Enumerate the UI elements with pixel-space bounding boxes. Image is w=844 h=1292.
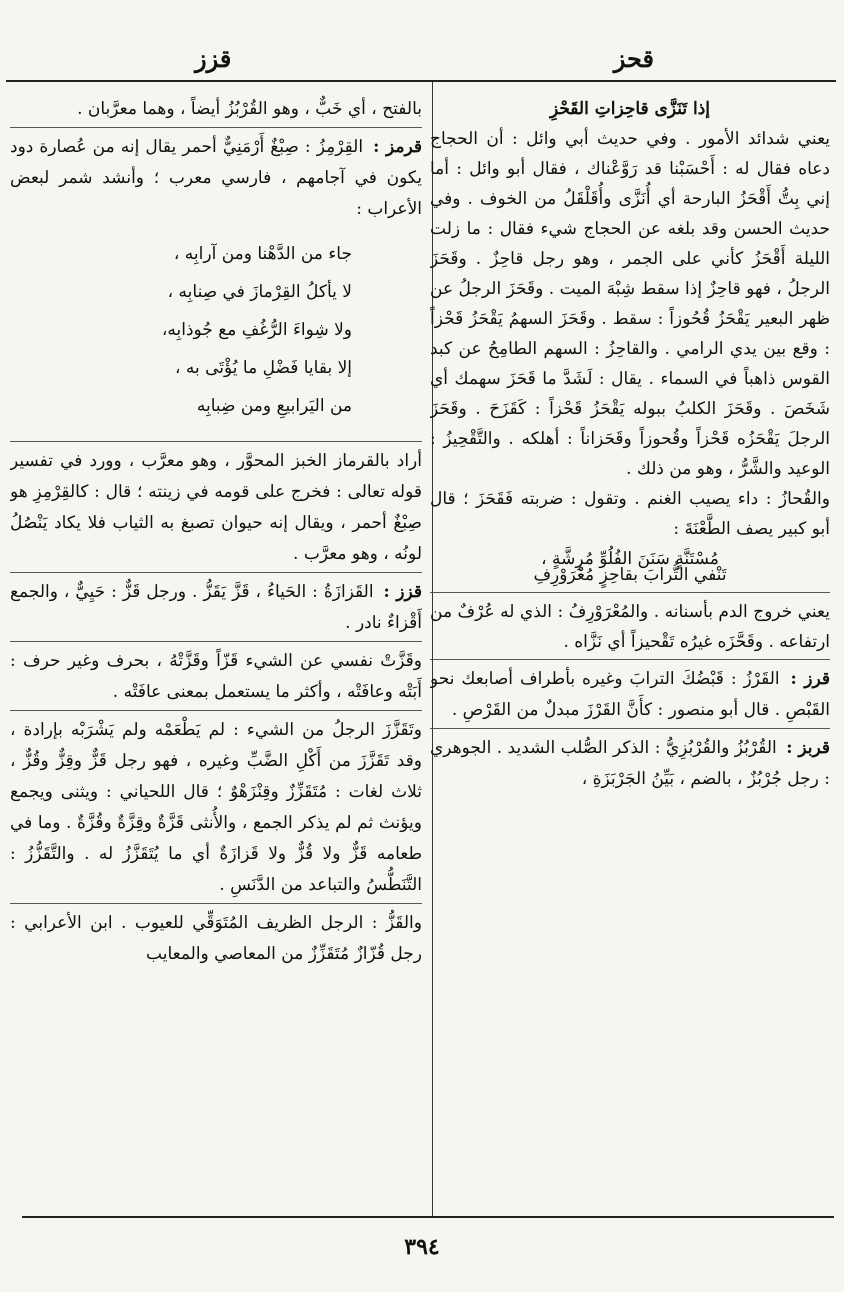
entry-qirmiz — [10, 127, 422, 441]
entry-qarbaz-continued — [10, 90, 422, 127]
right-column — [430, 90, 830, 1212]
entry-text — [10, 577, 422, 639]
entry-text — [430, 733, 830, 795]
verse-line: جاء من الدَّهْنا ومن آرابِه ، — [173, 244, 352, 264]
verse-line: لا يأكلُ القِرْمازَ في صِنابِه ، — [167, 282, 352, 302]
entry-body: القَزازَةُ : الحَياءُ ، قَزَّ يَقَزُّ . ورجل قَزٌّ : حَيِيٌّ ، والجمع أَقْزاءٌ نادر . — [10, 582, 422, 633]
verse-line: ولا شِواءَ الرُّغُفِ مع جُوذابِه، — [161, 320, 352, 340]
paragraph: بالفتح ، أي خَبٌّ ، وهو القُرْبُزُ أيضاً ، وهما معرَّبان . — [77, 99, 422, 119]
entry-qazz-4 — [10, 903, 422, 972]
entry-text — [430, 664, 830, 726]
paragraph: يعني خروج الدم بأسنانه . والمُعْرَوْرِفُ : الذي له عُرْفٌ من ارتفاعه . وقَحَّزَه غيرُه تَقْحيزاً أي نَزَّاه . — [430, 602, 830, 652]
paragraph: وقَزَّتْ نفسي عن الشيء قَزّاً وقَزَّتْهُ ، بحرف وغير حرف : أَبَتْه وعافَتْه ، وأكثر ما يستعمل بمعنى عافَتْه . — [10, 651, 422, 702]
verse-line: مُسْتَنَّةٍ سَنَنَ الفُلُوِّ مُرِشَّةٍ ، — [541, 549, 719, 569]
verse-line: من اليَرابيعِ ومن ضِبابِه — [196, 396, 352, 416]
paragraph: وتَقَزَّزَ الرجلُ من الشيء : لم يَطْعَمْه ولم يَشْرَبْه بإرادة ، وقد تَقَزَّزَ من أَكْلِ الضَّبِّ وغيره ، فهو رجل قَزٌّ وقِزٌّ وقُزٌّ ، ثلاث لغات : مُتَقَزِّزٌ وقِنْزَهْوٌ ؛ قال اللحياني : ويثنى ويجمع ويؤنث ثم لم يذكر الجمع ، والأُنثى قَزَّةٌ وقِزَّةٌ وقُزَّةٌ . وما في طعامه قَزٌّ ولا قُزٌّ ولا قَزازَةٌ أي ما يُتَقَزَّزُ له . والتَّقَزُّزُ : التَّنَطُّسُ والتباعد من الدَّنَسِ . — [10, 720, 422, 895]
entry-body: القِرْمِزُ : صِبْغٌ أَرْمَنِيٌّ أحمر يقال إنه من عُصارة دود يكون في آجامهم ، فارسي معرب ؛ وأنشد شمر لبعض الأعراب : — [10, 137, 422, 219]
headword: قرمز : — [373, 137, 422, 157]
entry-qirmiz-continued — [10, 441, 422, 572]
entry-qazz — [10, 572, 422, 641]
left-column — [10, 90, 422, 1212]
entry-body: القُرْبُزُ والقُرْبُزِيُّ : الذكر الصُّلب الشديد . الجوهري : رجل جُرْبُزٌ ، بالضم ، بَيِّنُ الجَرْبَزَةِ ، — [430, 738, 830, 789]
paragraph: يعني شدائد الأمور . وفي حديث أبي وائل : أن الحجاج دعاه فقال له : أَحْسَبْنا قد رَوَّعْناك ، فقال أبو وائل : أما إني بِتُّ أَقْحَزُ البارحة أي أُنَزَّى وأُقَلْقَلُ من الخوف . وفي حديث الحسن وقد بلغه عن الحجاج شيء فقال : ما زلت الليلة أَقْحَزُ كأني على الجمر ، وهو رجل قاحِزٌ . وقَحَزَ الرجلُ ، فهو قاحِزٌ إذا سقط شِبْهَ الميت . وقَحَزَ الرجلُ عن ظهر البعير يَقْحَزُ قُحُوزاً : سقط . وقَحَزَ السهمُ يَقْحَزُ قَحْزاً : وقع بين يدي الرامي . والقاحِزُ : السهم الطامِحُ عن كبد القوس ذاهباً في السماء . يقال : لَشَدَّ ما قَحَزَ سهمك أي شَخَصَ . وقَحَزَ الكلبُ ببوله يَقْحَزُ قَحْزاً : كَقَزَحَ . وقَحَزَ الرجلَ يَقْحَزُه قَحْزاً وقُحوزاً وقَحَزاناً : أهلكه . والتَّقْحِيزُ : الوعيد والشَّرُّ ، وهو من ذلك . — [430, 129, 830, 479]
running-header-right: قحز — [613, 44, 654, 73]
entry-qarz — [430, 659, 830, 728]
entry-body: القَرْزُ : قَبْضُكَ الترابَ وغيره بأطراف أصابعك نحو القَبْصِ . قال أبو منصور : كأَنَّ القَرْزَ مبدلٌ من القَرْصِ . — [430, 669, 830, 720]
verse-line: إذا تَنَزَّى قاحِزاتِ القَحْزِ — [549, 99, 711, 119]
entry-qazz-2 — [10, 641, 422, 710]
headword: قزز : — [383, 582, 422, 602]
entry-qazz-3 — [10, 710, 422, 903]
headword: قرز : — [790, 669, 830, 689]
page-number: ٣٩٤ — [404, 1234, 440, 1260]
verse-line: تَنْفي التُّرابَ بقاحِزٍ مُعْرَوْرِفِ — [533, 565, 727, 585]
paragraph: والقَزُّ : الرجل الظريف المُتَوَقِّي للعيوب . ابن الأعرابي : رجل قُزّازٌ مُتَقَزِّزٌ من المعاصي والمعايب — [10, 913, 422, 964]
header-rule — [6, 80, 836, 82]
entry-text — [10, 132, 422, 225]
entry-qarbaz — [430, 728, 830, 797]
paragraph: والقُحازُ : داء يصيب الغنم . وتقول : ضربته فَقَحَزَ ؛ قال أبو كبير يصف الطَّعْنَةَ : — [430, 489, 830, 539]
paragraph: أراد بالقرماز الخبز المحوَّر ، وهو معرَّب ، وورد في تفسير قوله تعالى : فخرج على قومه في زينته ؛ قال : كالقِرْمِزِ هو صِبْغٌ أحمر ، ويقال إنه حيوان تصبغ به الثياب فلا يكاد يَنْصُلُ لونُه ، وهو معرَّب . — [10, 451, 422, 564]
headword: قربز : — [786, 738, 830, 758]
verse-line: إلا بقايا فَضْلِ ما يُؤْتَى به ، — [174, 358, 352, 378]
poem — [10, 235, 422, 425]
entry-continuation — [430, 592, 830, 659]
footer-rule — [22, 1216, 834, 1218]
running-header-left: قزز — [195, 44, 232, 73]
entry-qahz-continued — [430, 90, 830, 592]
